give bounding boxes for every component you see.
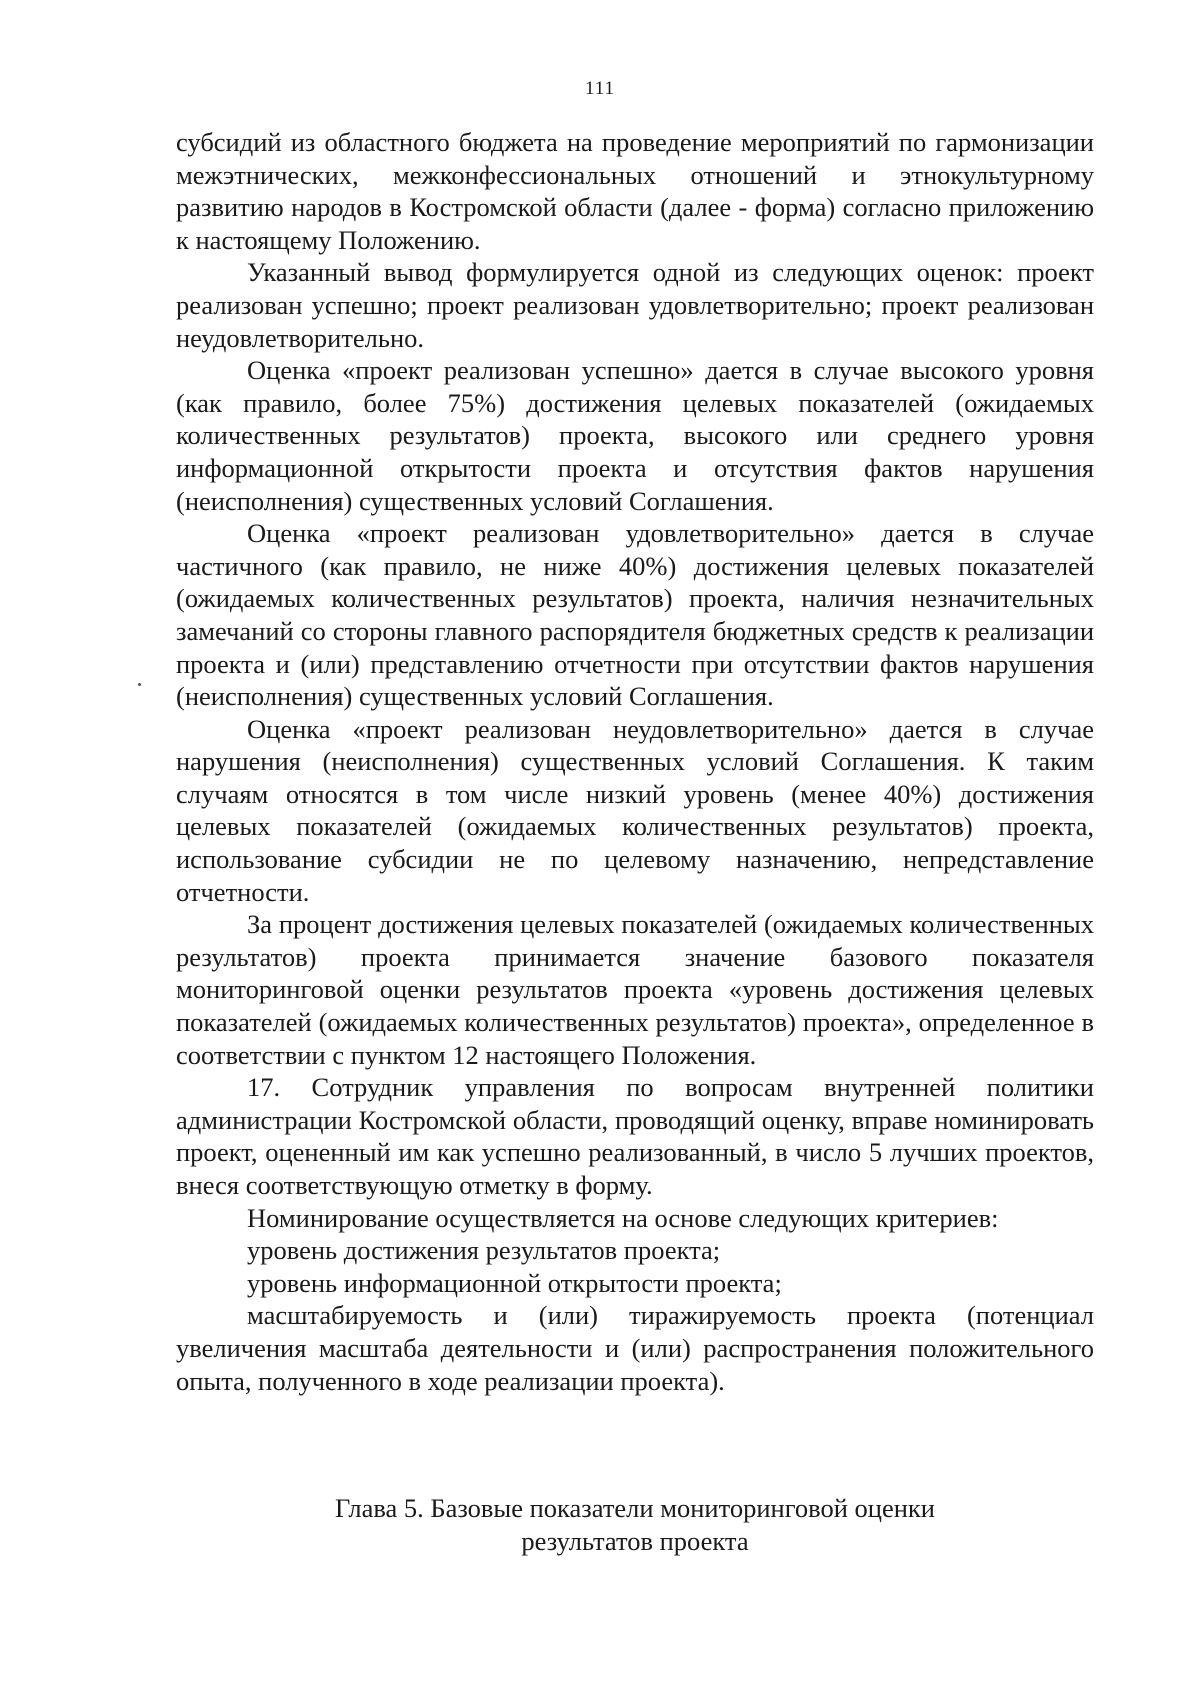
paragraph-3: Оценка «проект реализован успешно» дается в случае высокого уровня (как правило, более 75%) достижения целевых показателей (ожидаемых количественных результатов) проекта, высокого или среднего уровня информационной открытости проекта и отсутствия фактов нарушения (неисполнения) существенных условий Соглашения. — [176, 355, 1094, 516]
page-number: 111 — [584, 78, 616, 99]
paragraph-11: масштабируемость и (или) тиражируемость проекта (потенциал увеличения масштаба деятельности и (или) распространения положительного опыта, полученного в ходе реализации проекта). — [176, 1300, 1094, 1396]
paragraph-1: субсидий из областного бюджета на проведение мероприятий по гармонизации межэтнических, межконфессиональных отношений и этнокультурному развитию народов в Костромской области (далее - форма) согласно приложению к настоящему Положению. — [176, 127, 1094, 255]
paragraph-8: Номинирование осуществляется на основе следующих критериев: — [247, 1202, 999, 1233]
paragraph-2: Указанный вывод формулируется одной из следующих оценок: проект реализован успешно; проект реализован удовлетворительно; проект реализован неудовлетворительно. — [176, 257, 1094, 353]
paragraph-9: уровень достижения результатов проекта; — [247, 1235, 721, 1266]
chapter-heading-line-2: результатов проекта — [521, 1526, 749, 1556]
scan-speck — [138, 683, 141, 686]
paragraph-7: 17. Сотрудник управления по вопросам внутренней политики администрации Костромской области, проводящий оценку, вправе номинировать проект, оцененный им как успешно реализованный, в число 5 лучших проектов, внеся соответствующую отметку в форму. — [176, 1072, 1094, 1200]
paragraph-6: За процент достижения целевых показателей (ожидаемых количественных результатов) проекта принимается значение базового показателя мониторинговой оценки результатов проекта «уровень достижения целевых показателей (ожидаемых количественных результатов) проекта», определенное в соответствии с пунктом 12 настоящего Положения. — [176, 909, 1094, 1070]
paragraph-10: уровень информационной открытости проекта; — [247, 1267, 782, 1298]
chapter-heading-line-1: Глава 5. Базовые показатели мониторинговой оценки — [335, 1493, 935, 1523]
chapter-heading — [176, 1492, 1094, 1558]
body-text — [176, 126, 1094, 1397]
paragraph-5: Оценка «проект реализован неудовлетворительно» дается в случае нарушения (неисполнения) существенных условий Соглашения. К таким случаям относятся в том числе низкий уровень (менее 40%) достижения целевых показателей (ожидаемых количественных результатов) проекта, использование субсидии не по целевому назначению, непредставление отчетности. — [176, 713, 1094, 907]
paragraph-4: Оценка «проект реализован удовлетворительно» дается в случае частичного (как правило, не ниже 40%) достижения целевых показателей (ожидаемых количественных результатов) проекта, наличия незначительных замечаний со стороны главного распорядителя бюджетных средств к реализации проекта и (или) представлению отчетности при отсутствии фактов нарушения (неисполнения) существенных условий Соглашения. — [176, 518, 1094, 712]
